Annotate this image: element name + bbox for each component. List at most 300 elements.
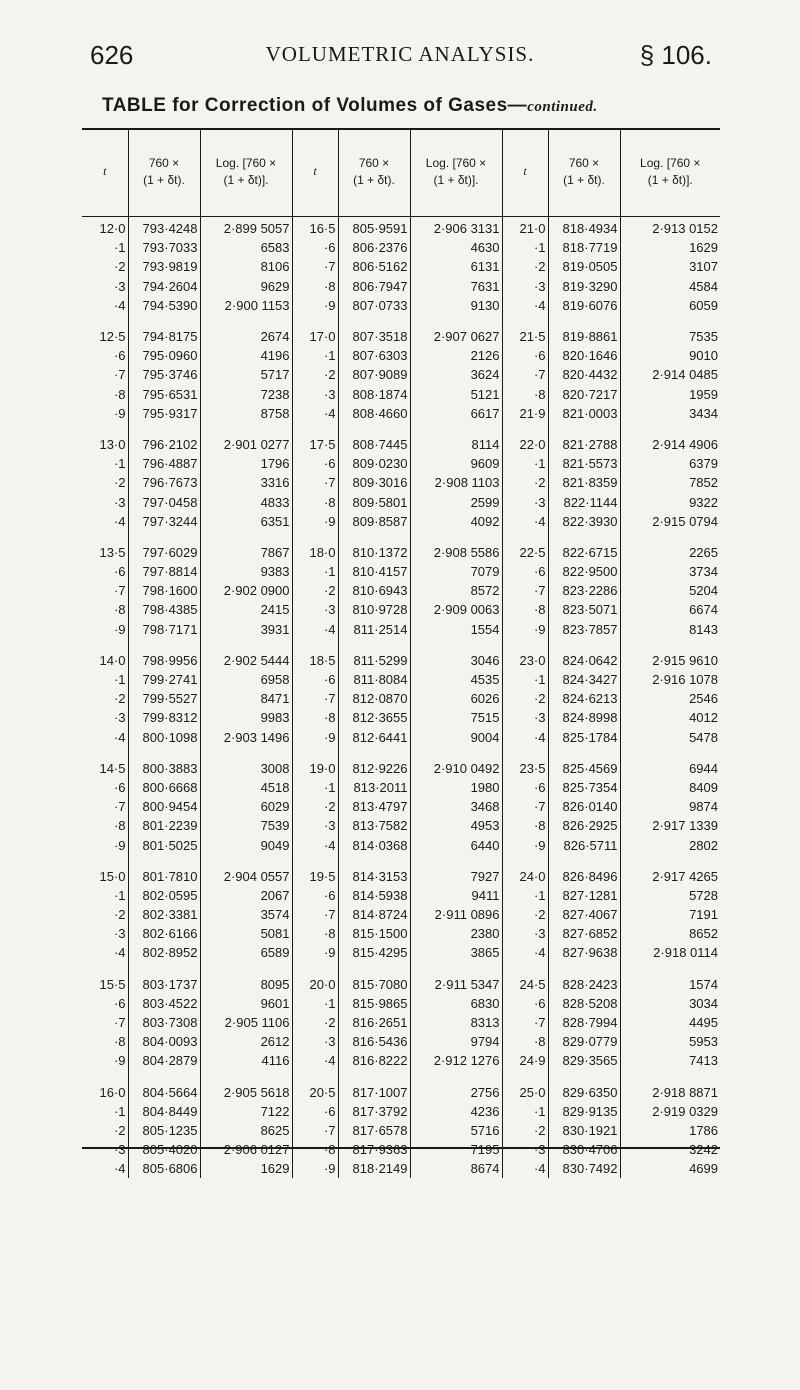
temperature-cell: ·3 <box>82 277 128 296</box>
temperature-cell: ·2 <box>502 257 548 276</box>
spacer-cell <box>502 1071 548 1083</box>
factor-cell: 810·6943 <box>338 581 410 600</box>
factor-cell: 829·6350 <box>548 1083 620 1102</box>
temperature-cell: ·1 <box>292 562 338 581</box>
table-row <box>82 778 720 797</box>
log-cell: 2265 <box>689 544 718 560</box>
log-cell: 1629 <box>200 1159 292 1178</box>
header-factor: 760 × (1 + δt). <box>128 128 200 216</box>
log-cell: 6131 <box>410 257 502 276</box>
table-row <box>82 651 720 670</box>
spacer-cell <box>338 855 410 867</box>
log-cell: 4699 <box>689 1161 718 1177</box>
log-cell: 6617 <box>410 404 502 423</box>
factor-cell: 821·0003 <box>548 404 620 423</box>
log-cell: 6029 <box>200 797 292 816</box>
factor-cell: 813·2011 <box>338 778 410 797</box>
log-cell: 7122 <box>200 1102 292 1121</box>
log-cell: 3242 <box>689 1142 718 1158</box>
temperature-cell: ·4 <box>502 296 548 315</box>
log-cell: 3107 <box>689 259 718 275</box>
spacer-cell <box>82 639 128 651</box>
factor-cell: 804·0093 <box>128 1032 200 1051</box>
temperature-cell: ·6 <box>82 994 128 1013</box>
table-row <box>82 759 720 778</box>
log-cell: 2·900 1153 <box>200 296 292 315</box>
log-cell: 9411 <box>410 886 502 905</box>
factor-cell: 799·5527 <box>128 689 200 708</box>
temperature-cell: ·3 <box>292 1032 338 1051</box>
log-cell: 8313 <box>410 1013 502 1032</box>
table-row <box>82 905 720 924</box>
spacer-cell <box>292 531 338 543</box>
factor-cell: 829·3565 <box>548 1051 620 1070</box>
spacer-cell <box>82 423 128 435</box>
temperature-cell: 12·0 <box>82 216 128 238</box>
spacer-cell <box>410 747 502 759</box>
temperature-cell: ·6 <box>502 346 548 365</box>
temperature-cell: ·4 <box>82 1159 128 1178</box>
log-cell: 4584 <box>689 278 718 294</box>
log-cell: 2·914 4906 <box>652 436 718 452</box>
factor-cell: 809·5801 <box>338 492 410 511</box>
factor-cell: 795·9317 <box>128 404 200 423</box>
log-cell: 7238 <box>200 385 292 404</box>
factor-cell: 819·8861 <box>548 327 620 346</box>
spacer-cell <box>338 1071 410 1083</box>
factor-cell: 813·7582 <box>338 816 410 835</box>
log-cell: 6958 <box>200 670 292 689</box>
log-cell: 5204 <box>689 583 718 599</box>
log-cell: 7195 <box>410 1140 502 1159</box>
log-cell: 8758 <box>200 404 292 423</box>
log-cell: 2802 <box>689 837 718 853</box>
factor-cell: 805·6806 <box>128 1159 200 1178</box>
temperature-cell: ·8 <box>292 492 338 511</box>
table-row <box>82 867 720 886</box>
spacer-cell <box>292 855 338 867</box>
log-cell: 2·911 5347 <box>410 975 502 994</box>
log-cell: 8106 <box>200 257 292 276</box>
factor-cell: 812·0870 <box>338 689 410 708</box>
log-cell: 4535 <box>410 670 502 689</box>
spacer-cell <box>548 855 620 867</box>
table-row <box>82 327 720 346</box>
temperature-cell: ·1 <box>82 238 128 257</box>
temperature-cell: ·8 <box>292 277 338 296</box>
factor-cell: 828·5208 <box>548 994 620 1013</box>
spacer-cell <box>292 1071 338 1083</box>
temperature-cell: 14·5 <box>82 759 128 778</box>
temperature-cell: 21·5 <box>502 327 548 346</box>
temperature-cell: 22·0 <box>502 435 548 454</box>
table-row <box>82 277 720 296</box>
factor-cell: 793·7033 <box>128 238 200 257</box>
temperature-cell: ·7 <box>82 1013 128 1032</box>
factor-cell: 804·5664 <box>128 1083 200 1102</box>
temperature-cell: ·3 <box>502 708 548 727</box>
factor-cell: 797·6029 <box>128 543 200 562</box>
table-row <box>82 943 720 962</box>
factor-cell: 800·6668 <box>128 778 200 797</box>
temperature-cell: ·2 <box>82 257 128 276</box>
group-spacer <box>82 855 720 867</box>
log-cell: 2·913 0152 <box>652 221 718 237</box>
spacer-cell <box>338 531 410 543</box>
header-t: t <box>292 128 338 216</box>
factor-cell: 806·2376 <box>338 238 410 257</box>
spacer-cell <box>620 423 720 435</box>
temperature-cell: ·3 <box>82 1140 128 1159</box>
table-row <box>82 708 720 727</box>
spacer-cell <box>200 423 292 435</box>
log-cell: 3008 <box>200 759 292 778</box>
log-cell: 2·918 0114 <box>653 945 718 961</box>
factor-cell: 829·0779 <box>548 1032 620 1051</box>
group-spacer <box>82 531 720 543</box>
table-row <box>82 492 720 511</box>
temperature-cell: ·4 <box>292 1051 338 1070</box>
factor-cell: 803·4522 <box>128 994 200 1013</box>
factor-cell: 802·6166 <box>128 924 200 943</box>
table-row <box>82 543 720 562</box>
log-cell: 2380 <box>410 924 502 943</box>
factor-cell: 803·7308 <box>128 1013 200 1032</box>
log-cell: 2·918 8871 <box>652 1084 718 1100</box>
factor-cell: 794·8175 <box>128 327 200 346</box>
log-cell: 2·908 5586 <box>410 543 502 562</box>
log-cell: 2·901 0277 <box>200 435 292 454</box>
temperature-cell: ·7 <box>82 365 128 384</box>
spacer-cell <box>502 747 548 759</box>
temperature-cell: ·7 <box>82 581 128 600</box>
temperature-cell: ·2 <box>292 1013 338 1032</box>
factor-cell: 827·6852 <box>548 924 620 943</box>
table-title-continued: continued. <box>527 99 598 115</box>
log-cell: 2612 <box>200 1032 292 1051</box>
temperature-cell: ·6 <box>502 778 548 797</box>
factor-cell: 810·1372 <box>338 543 410 562</box>
log-cell: 8095 <box>200 975 292 994</box>
log-cell: 6026 <box>410 689 502 708</box>
log-cell: 4012 <box>689 710 718 726</box>
log-cell: 4092 <box>410 512 502 531</box>
temperature-cell: 15·5 <box>82 975 128 994</box>
temperature-cell: ·4 <box>502 1159 548 1178</box>
factor-cell: 827·4067 <box>548 905 620 924</box>
temperature-cell: ·1 <box>82 670 128 689</box>
factor-cell: 800·3883 <box>128 759 200 778</box>
log-cell: 8409 <box>689 779 718 795</box>
spacer-cell <box>620 747 720 759</box>
log-cell: 8471 <box>200 689 292 708</box>
header-log: Log. [760 × (1 + δt)]. <box>640 155 701 187</box>
temperature-cell: 12·5 <box>82 327 128 346</box>
log-cell: 9601 <box>200 994 292 1013</box>
header-t: t <box>82 128 128 216</box>
log-cell: 8114 <box>410 435 502 454</box>
temperature-cell: ·3 <box>82 492 128 511</box>
spacer-cell <box>128 963 200 975</box>
log-cell: 2·902 0900 <box>200 581 292 600</box>
factor-cell: 803·1737 <box>128 975 200 994</box>
log-cell: 3931 <box>200 620 292 639</box>
temperature-cell: 23·0 <box>502 651 548 670</box>
spacer-cell <box>620 855 720 867</box>
log-cell: 8143 <box>689 621 718 637</box>
temperature-cell: ·1 <box>502 670 548 689</box>
factor-cell: 796·4887 <box>128 454 200 473</box>
spacer-cell <box>82 963 128 975</box>
temperature-cell: 13·0 <box>82 435 128 454</box>
temperature-cell: ·1 <box>502 886 548 905</box>
table-row <box>82 581 720 600</box>
factor-cell: 809·3016 <box>338 473 410 492</box>
spacer-cell <box>338 423 410 435</box>
log-cell: 5717 <box>200 365 292 384</box>
log-cell: 4833 <box>200 492 292 511</box>
table-row <box>82 1159 720 1178</box>
factor-cell: 798·9956 <box>128 651 200 670</box>
temperature-cell: ·8 <box>292 708 338 727</box>
log-cell: 7413 <box>689 1053 718 1069</box>
temperature-cell: ·2 <box>82 689 128 708</box>
temperature-cell: ·7 <box>502 581 548 600</box>
temperature-cell: ·8 <box>82 385 128 404</box>
temperature-cell: ·7 <box>502 1013 548 1032</box>
factor-cell: 808·7445 <box>338 435 410 454</box>
factor-cell: 798·4385 <box>128 600 200 619</box>
factor-cell: 807·6303 <box>338 346 410 365</box>
factor-cell: 805·1235 <box>128 1121 200 1140</box>
temperature-cell: ·2 <box>502 1121 548 1140</box>
factor-cell: 822·3930 <box>548 512 620 531</box>
temperature-cell: 15·0 <box>82 867 128 886</box>
log-cell: 4196 <box>200 346 292 365</box>
spacer-cell <box>82 747 128 759</box>
log-cell: 2674 <box>200 327 292 346</box>
factor-cell: 805·4020 <box>128 1140 200 1159</box>
table-body <box>82 216 720 1178</box>
factor-cell: 815·1500 <box>338 924 410 943</box>
factor-cell: 817·9363 <box>338 1140 410 1159</box>
log-cell: 2·917 1339 <box>652 818 718 834</box>
spacer-cell <box>338 747 410 759</box>
log-cell: 5081 <box>200 924 292 943</box>
spacer-cell <box>548 963 620 975</box>
temperature-cell: 21·9 <box>502 404 548 423</box>
log-cell: 6583 <box>200 238 292 257</box>
temperature-cell: ·2 <box>82 1121 128 1140</box>
log-cell: 2·912 1276 <box>410 1051 502 1070</box>
log-cell: 7191 <box>689 907 718 923</box>
temperature-cell: ·3 <box>292 385 338 404</box>
factor-cell: 816·8222 <box>338 1051 410 1070</box>
log-cell: 2756 <box>410 1083 502 1102</box>
log-cell: 9049 <box>200 835 292 854</box>
factor-cell: 798·7171 <box>128 620 200 639</box>
log-cell: 8674 <box>410 1159 502 1178</box>
spacer-cell <box>502 315 548 327</box>
factor-cell: 819·6076 <box>548 296 620 315</box>
temperature-cell: ·8 <box>292 1140 338 1159</box>
spacer-cell <box>200 315 292 327</box>
factor-cell: 812·3655 <box>338 708 410 727</box>
temperature-cell: ·9 <box>82 620 128 639</box>
factor-cell: 823·7857 <box>548 620 620 639</box>
spacer-cell <box>620 639 720 651</box>
factor-cell: 823·5071 <box>548 600 620 619</box>
table-row <box>82 257 720 276</box>
table-row <box>82 454 720 473</box>
temperature-cell: ·8 <box>502 385 548 404</box>
spacer-cell <box>82 855 128 867</box>
temperature-cell: 24·0 <box>502 867 548 886</box>
factor-cell: 807·9089 <box>338 365 410 384</box>
table-row <box>82 728 720 747</box>
temperature-cell: ·1 <box>292 346 338 365</box>
log-cell: 2·919 0329 <box>652 1103 718 1119</box>
factor-cell: 814·5938 <box>338 886 410 905</box>
temperature-cell: ·1 <box>292 994 338 1013</box>
factor-cell: 830·1921 <box>548 1121 620 1140</box>
log-cell: 6589 <box>200 943 292 962</box>
factor-cell: 819·0505 <box>548 257 620 276</box>
log-cell: 8652 <box>689 926 718 942</box>
factor-cell: 814·0368 <box>338 835 410 854</box>
table-row <box>82 562 720 581</box>
log-cell: 2·905 1106 <box>200 1013 292 1032</box>
log-cell: 7852 <box>689 475 718 491</box>
spacer-cell <box>502 423 548 435</box>
running-title: VOLUMETRIC ANALYSIS. <box>265 42 535 66</box>
gas-correction-table <box>82 128 720 1178</box>
factor-cell: 830·4706 <box>548 1140 620 1159</box>
log-cell: 2·911 0896 <box>410 905 502 924</box>
temperature-cell: 24·9 <box>502 1051 548 1070</box>
temperature-cell: ·2 <box>502 473 548 492</box>
spacer-cell <box>410 639 502 651</box>
temperature-cell: ·4 <box>82 296 128 315</box>
spacer-cell <box>200 531 292 543</box>
log-cell: 3865 <box>410 943 502 962</box>
log-cell: 2·915 9610 <box>652 652 718 668</box>
temperature-cell: ·4 <box>292 620 338 639</box>
log-cell: 6059 <box>689 297 718 313</box>
temperature-cell: ·8 <box>292 924 338 943</box>
log-cell: 4518 <box>200 778 292 797</box>
factor-cell: 796·2102 <box>128 435 200 454</box>
table-row <box>82 1032 720 1051</box>
factor-cell: 802·3381 <box>128 905 200 924</box>
temperature-cell: ·2 <box>292 797 338 816</box>
log-cell: 2·908 1103 <box>410 473 502 492</box>
log-cell: 1574 <box>689 976 718 992</box>
log-cell: 5728 <box>689 887 718 903</box>
temperature-cell: ·1 <box>502 238 548 257</box>
factor-cell: 794·2604 <box>128 277 200 296</box>
spacer-cell <box>502 855 548 867</box>
factor-cell: 817·3792 <box>338 1102 410 1121</box>
table-row <box>82 1140 720 1159</box>
log-cell: 3034 <box>689 995 718 1011</box>
table-row <box>82 1121 720 1140</box>
factor-cell: 824·0642 <box>548 651 620 670</box>
temperature-cell: ·2 <box>292 581 338 600</box>
factor-cell: 800·1098 <box>128 728 200 747</box>
spacer-cell <box>200 747 292 759</box>
log-cell: 9010 <box>689 348 718 364</box>
factor-cell: 820·7217 <box>548 385 620 404</box>
factor-cell: 800·9454 <box>128 797 200 816</box>
factor-cell: 806·7947 <box>338 277 410 296</box>
log-cell: 3624 <box>410 365 502 384</box>
spacer-cell <box>292 639 338 651</box>
temperature-cell: ·8 <box>502 1032 548 1051</box>
header-log: Log. [760 × (1 + δt)]. <box>410 128 502 216</box>
factor-cell: 826·8496 <box>548 867 620 886</box>
temperature-cell: 13·5 <box>82 543 128 562</box>
spacer-cell <box>620 531 720 543</box>
log-cell: 2·916 1078 <box>652 672 718 688</box>
factor-cell: 808·1874 <box>338 385 410 404</box>
factor-cell: 815·9865 <box>338 994 410 1013</box>
spacer-cell <box>200 855 292 867</box>
factor-cell: 823·2286 <box>548 581 620 600</box>
table-row <box>82 346 720 365</box>
spacer-cell <box>128 747 200 759</box>
factor-cell: 825·7354 <box>548 778 620 797</box>
temperature-cell: ·8 <box>82 600 128 619</box>
temperature-cell: ·6 <box>292 1102 338 1121</box>
log-cell: 9322 <box>689 494 718 510</box>
log-cell: 6440 <box>410 835 502 854</box>
factor-cell: 795·0960 <box>128 346 200 365</box>
temperature-cell: 18·5 <box>292 651 338 670</box>
spacer-cell <box>200 639 292 651</box>
factor-cell: 818·2149 <box>338 1159 410 1178</box>
factor-cell: 822·6715 <box>548 543 620 562</box>
factor-cell: 824·8998 <box>548 708 620 727</box>
temperature-cell: 20·0 <box>292 975 338 994</box>
header-factor: 760 × (1 + δt). <box>548 128 620 216</box>
temperature-cell: ·9 <box>82 835 128 854</box>
factor-cell: 817·6578 <box>338 1121 410 1140</box>
temperature-cell: 17·0 <box>292 327 338 346</box>
factor-cell: 807·0733 <box>338 296 410 315</box>
temperature-cell: ·8 <box>502 816 548 835</box>
table-row <box>82 670 720 689</box>
factor-cell: 826·2925 <box>548 816 620 835</box>
spacer-cell <box>620 963 720 975</box>
spacer-cell <box>128 1071 200 1083</box>
log-cell: 9983 <box>200 708 292 727</box>
log-cell: 7867 <box>200 543 292 562</box>
spacer-cell <box>502 639 548 651</box>
log-cell: 5121 <box>410 385 502 404</box>
spacer-cell <box>410 315 502 327</box>
temperature-cell: ·8 <box>82 1032 128 1051</box>
log-cell: 2415 <box>200 600 292 619</box>
spacer-cell <box>338 963 410 975</box>
table-row <box>82 1013 720 1032</box>
factor-cell: 797·8814 <box>128 562 200 581</box>
factor-cell: 826·0140 <box>548 797 620 816</box>
table-row <box>82 600 720 619</box>
table-row <box>82 816 720 835</box>
spacer-cell <box>292 315 338 327</box>
temperature-cell: ·1 <box>82 886 128 905</box>
